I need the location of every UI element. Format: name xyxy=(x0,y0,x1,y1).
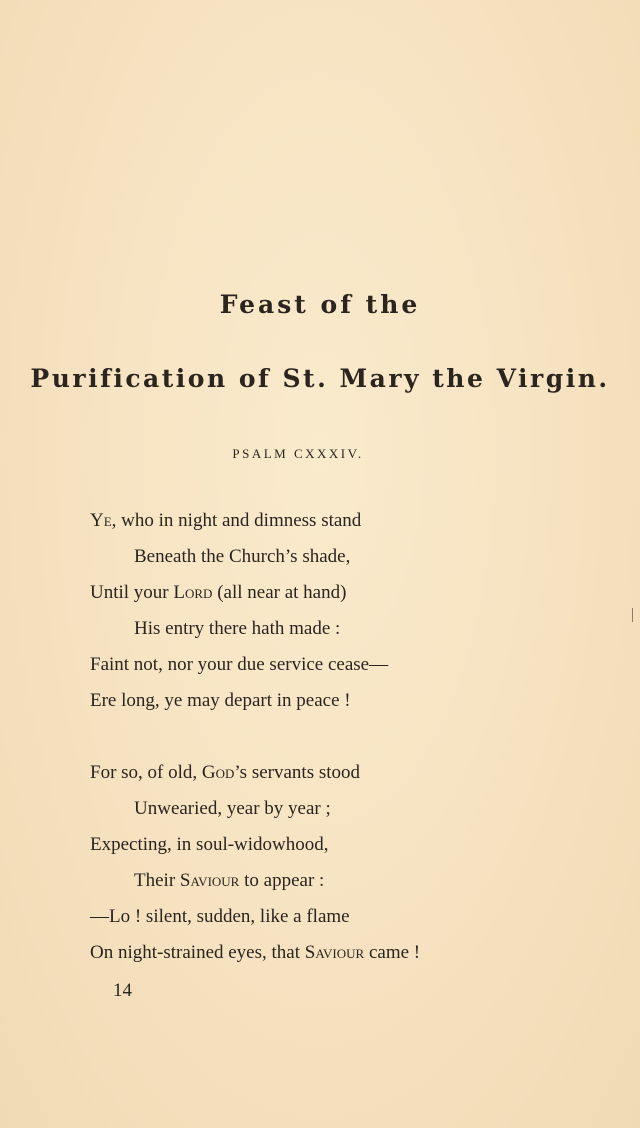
stanza1-line4: His entry there hath made : xyxy=(134,618,341,639)
stanza2-line5: —Lo ! silent, sudden, like a flame xyxy=(90,906,350,927)
stanza2-line1-pre: For so, of old, xyxy=(90,762,202,783)
stanza2-line6-pre: On night-strained eyes, that xyxy=(90,942,305,963)
margin-mark xyxy=(632,608,633,622)
stanza2-line4-pre: Their xyxy=(134,870,180,891)
stanza2-line1 xyxy=(90,762,360,784)
stanza1-line1-cap: Ye xyxy=(90,510,112,531)
stanza1-line5: Faint not, nor your due service cease— xyxy=(90,654,389,675)
feast-title-line1: Feast of the xyxy=(219,290,421,319)
stanza1-line3-pre: Until your xyxy=(90,582,174,603)
stanza2-line2: Unwearied, year by year ; xyxy=(134,798,331,819)
stanza2-line4-saviour: Saviour xyxy=(179,870,240,891)
stanza1-line6: Ere long, ye may depart in peace ! xyxy=(90,690,351,711)
stanza2-line6-post: came ! xyxy=(364,942,421,963)
stanza1-line3-lord: Lord xyxy=(173,582,213,603)
stanza2-line4 xyxy=(134,870,324,892)
feast-title-line2: Purification of St. Mary the Virgin. xyxy=(30,364,610,393)
stanza2-line1-god: God xyxy=(201,762,235,783)
stanza2-line3: Expecting, in soul-widowhood, xyxy=(90,834,329,855)
psalm-heading: PSALM CXXXIV. xyxy=(232,446,364,461)
stanza1-line1-rest: , who in night and dimness stand xyxy=(111,510,362,531)
stanza2-line4-post: to appear : xyxy=(239,870,325,891)
stanza1-line3-post: (all near at hand) xyxy=(212,582,347,603)
page-number: 14 xyxy=(113,980,132,1001)
stanza2-line6 xyxy=(90,942,420,964)
stanza1-line2: Beneath the Church’s shade, xyxy=(134,546,351,567)
stanza2-line1-post: ’s servants stood xyxy=(234,762,361,783)
stanza1-line3 xyxy=(90,582,346,604)
stanza2-line6-saviour: Saviour xyxy=(304,942,365,963)
show-through-text xyxy=(440,110,600,610)
stanza1-line1 xyxy=(90,510,361,532)
